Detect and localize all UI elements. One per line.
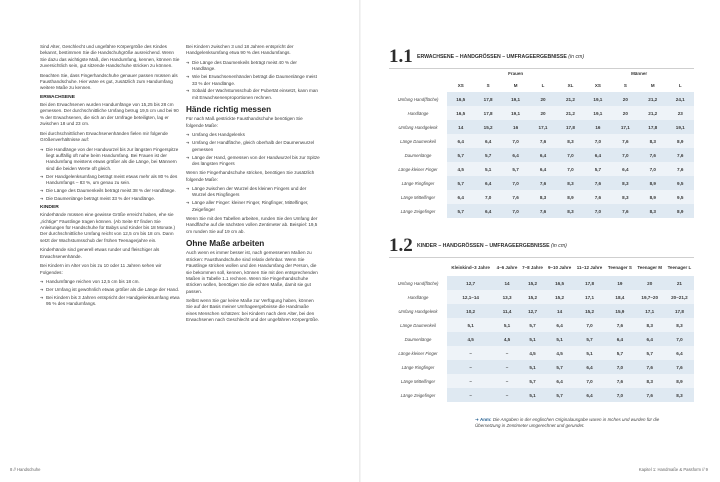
table-cell: 5,1 bbox=[520, 332, 546, 346]
table-cell: 7,0 bbox=[474, 190, 501, 204]
table-cell: 13,3 bbox=[494, 290, 520, 304]
table-cell: 6,4 bbox=[545, 318, 574, 332]
measure-list-2 bbox=[186, 186, 320, 213]
table-title-text: ERWACHSENE – HANDGRÖSSEN – UMFRAGEERGEBNISSE bbox=[417, 54, 567, 60]
table-row bbox=[389, 276, 694, 290]
size-header: XS bbox=[594, 82, 601, 88]
table-cell: 5,7 bbox=[545, 388, 574, 402]
table-cell: – bbox=[447, 360, 494, 374]
row-label: Länge Mittelfinger bbox=[389, 190, 447, 204]
table-cell: 4,5 bbox=[545, 346, 574, 360]
row-label-header-empty bbox=[389, 78, 447, 92]
age-header: 7–8 Jahre bbox=[522, 264, 543, 270]
group-header-men: Männer bbox=[631, 71, 648, 76]
table-cell: 7,0 bbox=[574, 374, 605, 388]
table-cell: – bbox=[494, 346, 520, 360]
table-cell: – bbox=[494, 360, 520, 374]
table-cell: 7,0 bbox=[502, 176, 529, 190]
table-cell: 7,6 bbox=[584, 176, 611, 190]
table-cell: 14 bbox=[447, 120, 474, 134]
table-title-text: KINDER – HANDGRÖSSEN – UMFRAGEERGEBNISSE bbox=[417, 243, 550, 249]
row-label: Länge Mittelfinger bbox=[389, 374, 447, 388]
list-item: ➔ Bei Kindern bis 3 Jahren entspricht der Handgelenksumfang etwa 95 % des Handumfangs. bbox=[40, 295, 180, 308]
table-cell: 6,4 bbox=[529, 148, 556, 162]
table-cell: 19,1 bbox=[667, 120, 695, 134]
size-header: M bbox=[513, 82, 518, 88]
table-cell: 12,7 bbox=[447, 276, 494, 290]
table-cell: 5,1 bbox=[474, 162, 501, 176]
table-cell: 19,1 bbox=[502, 106, 529, 120]
table-cell: 6,4 bbox=[474, 176, 501, 190]
table-cell: 12,7 bbox=[520, 304, 546, 318]
list-item: ➔ Die Länge des Daumenkeils beträgt meist 38 % der Handlänge. bbox=[40, 188, 180, 194]
row-label: Länge Daumenkeil bbox=[389, 134, 447, 148]
arrow-right-icon: ➜ bbox=[475, 417, 479, 422]
table-cell: 7,0 bbox=[605, 388, 634, 402]
table-row bbox=[389, 148, 694, 162]
table-cell: 7,6 bbox=[635, 360, 665, 374]
size-header: XS bbox=[457, 82, 464, 88]
row-label: Umfang Handgelenk bbox=[389, 120, 447, 134]
list-item: ➔ Wie bei Erwachsenenhänden beträgt die Daumenlänge meist 33 % der Handlänge. bbox=[186, 74, 320, 87]
table-title bbox=[417, 243, 567, 249]
table-cell: 9,5 bbox=[667, 176, 695, 190]
table-cell: 4,5 bbox=[494, 332, 520, 346]
row-label: Länge kleiner Finger bbox=[389, 346, 447, 360]
table-row bbox=[389, 374, 694, 388]
table-cell: 5,7 bbox=[635, 346, 665, 360]
age-header: Teenager S bbox=[607, 264, 632, 270]
table-cell: 8,3 bbox=[557, 204, 584, 218]
table-cell: 8,3 bbox=[639, 134, 666, 148]
age-header: Teenager L bbox=[667, 264, 692, 270]
measure-list-1 bbox=[186, 132, 320, 167]
table-cell: 14 bbox=[494, 276, 520, 290]
heading-work-without-measures: Ohne Maße arbeiten bbox=[186, 239, 265, 249]
table-cell: 17,1 bbox=[612, 120, 639, 134]
table-cell: 8,9 bbox=[639, 190, 666, 204]
table-row bbox=[389, 318, 694, 332]
group-header-women: Frauen bbox=[508, 71, 524, 76]
table-number: 1.1 bbox=[389, 46, 413, 67]
left-page-footer: 8 // Handschuhe bbox=[10, 467, 41, 472]
table-cell: 16 bbox=[502, 120, 529, 134]
list-item: ➔ Die Daumenlänge beträgt meist 33 % der Handlänge. bbox=[40, 196, 180, 202]
table-cell: 6,4 bbox=[605, 332, 634, 346]
row-label: Daumenlänge bbox=[389, 148, 447, 162]
table-title-unit: (in cm) bbox=[568, 54, 585, 60]
table-cell: 7,0 bbox=[502, 204, 529, 218]
size-header: L bbox=[678, 82, 682, 88]
table-cell: 6,4 bbox=[574, 388, 605, 402]
table-cell: 5,1 bbox=[494, 318, 520, 332]
table-cell: 15,2 bbox=[520, 290, 546, 304]
table-cell: 6,4 bbox=[502, 148, 529, 162]
table-row bbox=[389, 176, 694, 190]
table-cell: 5,7 bbox=[447, 148, 474, 162]
table-cell: 8,3 bbox=[557, 134, 584, 148]
table-cell: 21,2 bbox=[557, 106, 584, 120]
row-label: Handlänge bbox=[389, 290, 447, 304]
table-cell: 17,8 bbox=[639, 120, 666, 134]
table-row bbox=[389, 134, 694, 148]
table-cell: 17,8 bbox=[557, 120, 584, 134]
table-adults-header bbox=[389, 46, 694, 69]
children-paragraph-1: Kinderhände müssen eine gewisse Größe erreicht haben, ehe sie „richtige" Fäustlinge tragen können. (Ab Seite 67 finden Sie Anleitungen für Handschuhe für Babys und Kinder bis 18 Monate.) Der durchschnittliche Umfang reicht von 12,5 cm bis 18 cm. Dann setzt der Wachstumsschub der frühen Teenagerjahre ein. bbox=[40, 212, 176, 243]
table-cell: 8,3 bbox=[665, 318, 694, 332]
table-cell: 7,6 bbox=[605, 318, 634, 332]
table-cell: 6,4 bbox=[584, 148, 611, 162]
table-row bbox=[389, 120, 694, 134]
table-cell: 8,9 bbox=[557, 190, 584, 204]
table-cell: 4,5 bbox=[447, 162, 474, 176]
age-header: Teenager M bbox=[637, 264, 663, 270]
row-label: Umfang Handgelenk bbox=[389, 304, 447, 318]
table-cell: 8,9 bbox=[667, 134, 695, 148]
table-cell: 7,6 bbox=[584, 190, 611, 204]
table-cell: 19,1 bbox=[502, 92, 529, 106]
row-label: Länge Ringfinger bbox=[389, 360, 447, 374]
row-label: Handlänge bbox=[389, 106, 447, 120]
measure-paragraph-1: Für nach Maß gestrickte Fausthandschuhe benötigen Sie folgende Maße: bbox=[186, 116, 303, 128]
size-header: L bbox=[541, 82, 545, 88]
table-cell: 6,4 bbox=[612, 162, 639, 176]
measure-paragraph-2: Wenn Sie Fingerhandschuhe stricken, benötigen Sie zusätzlich folgende Maße: bbox=[186, 170, 315, 182]
list-item: ➔ Der Handgelenksumfang beträgt meist etwas mehr als 80 % des Handumfangs – 83 %, um genau zu sein. bbox=[40, 174, 180, 187]
table-cell: 15,2 bbox=[520, 276, 546, 290]
table-cell: 18,4 bbox=[605, 290, 634, 304]
work-paragraph-2: Selbst wenn Sie gar keine Maße zur Verfügung haben, können Sie auf der Basis meiner Umfrageergebnisse die Handmaße eines Menschen schätzen: bei Kindern nach dem Alter, bei den Erwachsenen nach Geschlecht und der ungefähren Körpergröße. bbox=[186, 298, 320, 323]
table-cell: 8,3 bbox=[639, 204, 666, 218]
table-cell: 8,3 bbox=[529, 190, 556, 204]
table-cell: 15,2 bbox=[474, 120, 501, 134]
table-cell: 8,3 bbox=[612, 176, 639, 190]
table-row bbox=[389, 304, 694, 318]
table-cell: 5,1 bbox=[520, 388, 546, 402]
table-cell: 23 bbox=[667, 106, 695, 120]
table-cell: – bbox=[494, 388, 520, 402]
left-column-1 bbox=[40, 44, 180, 311]
table-cell: 14 bbox=[545, 304, 574, 318]
list-item: ➔ Sobald der Wachstumsschub der Pubertät einsetzt, kann man mit Erwachsenenproportionen rechnen. bbox=[186, 88, 320, 101]
age-header: 11–12 Jahre bbox=[576, 264, 603, 270]
table-cell: 7,6 bbox=[612, 204, 639, 218]
table-cell: 16,5 bbox=[447, 92, 474, 106]
list-item: ➔ Umfang der Handfläche, gleich oberhalb der Daumenwurzel gemessen bbox=[186, 140, 320, 153]
table-cell: 20 bbox=[529, 92, 556, 106]
table-row bbox=[389, 388, 694, 402]
table-cell: 17,8 bbox=[474, 92, 501, 106]
adults-list bbox=[40, 147, 180, 203]
table-cell: 7,0 bbox=[584, 204, 611, 218]
table-cell: 5,7 bbox=[502, 162, 529, 176]
table-cell: 10,2 bbox=[447, 304, 494, 318]
row-label: Länge Daumenkeil bbox=[389, 318, 447, 332]
table-cell: – bbox=[447, 374, 494, 388]
table-note bbox=[475, 417, 665, 430]
table-cell: 21,2 bbox=[639, 106, 666, 120]
table-cell: 6,4 bbox=[474, 204, 501, 218]
measure-paragraph-3: Wenn Sie mit den Tabellen arbeiten, runden Sie den Umfang der Handfläche auf die nächsten vollen Zentimeter ab. Beispiel: 19,5 cm runden Sie auf 19 cm ab. bbox=[186, 216, 318, 234]
left-column-2 bbox=[186, 44, 320, 327]
age-header: Kleinkind–3 Jahre bbox=[451, 264, 490, 270]
table-cell: 6,4 bbox=[545, 374, 574, 388]
table-adults-grid bbox=[389, 69, 694, 218]
list-item: ➔ Umfang des Handgelenks bbox=[186, 132, 320, 138]
list-item: ➔ Die Länge des Daumenkeils beträgt meist 40 % der Handlänge. bbox=[186, 60, 320, 73]
table-cell: 6,4 bbox=[635, 332, 665, 346]
table-cell: 7,0 bbox=[584, 134, 611, 148]
table-cell: 4,5 bbox=[447, 332, 494, 346]
row-label: Umfang Hand(fläche) bbox=[389, 276, 447, 290]
col2-list-1 bbox=[186, 60, 320, 101]
table-cell: 11,4 bbox=[494, 304, 520, 318]
table-cell: 8,3 bbox=[635, 318, 665, 332]
table-title-unit: (in cm) bbox=[551, 243, 567, 249]
table-row bbox=[389, 162, 694, 176]
table-cell: 19,1 bbox=[584, 106, 611, 120]
table-children-header bbox=[389, 235, 694, 258]
list-item: ➔ Die Handlänge von der Handwurzel bis zur längsten Fingerspitze liegt auffällig oft nahe beim Handumfang. Bei Frauen ist der Handumfang meistens etwas größer als die Länge, bei Männern sind die beiden Werte oft gleich. bbox=[40, 147, 180, 172]
table-row bbox=[389, 190, 694, 204]
table-cell: 17,8 bbox=[665, 304, 694, 318]
table-cell: 7,6 bbox=[639, 148, 666, 162]
table-cell: – bbox=[447, 346, 494, 360]
table-cell: 9,5 bbox=[667, 190, 695, 204]
work-paragraph-1: Auch wenn es immer besser ist, nach gemessenen Maßen zu stricken: Fausthandschuhe sind relativ dehnbar. Wenn Sie Fäustlinge stricken wollen und den Handumfang der Person, die sie bekommen soll, kennen, können Sie mit den entsprechenden Maßen in Tabelle 1.1 rechnen. Wenn Sie Fingerhandschuhe stricken wollen, benötigen Sie die echten Maße, damit sie gut passen. bbox=[186, 250, 318, 294]
adults-paragraph-1: Bei den Erwachsenen wurden Handumfänge von 15,25 bis 28 cm gemessen. Der durchschnittliche Umfang betrug 19,5 cm und bei 90 % der Erwachsenen, die sich an der Umfrage beteiligten, lag er zwischen 18 und 23 cm. bbox=[40, 102, 179, 127]
table-cell: 7,6 bbox=[529, 204, 556, 218]
table-cell: 6,4 bbox=[447, 190, 474, 204]
row-label: Umfang Hand(fläche) bbox=[389, 92, 447, 106]
table-cell: 5,7 bbox=[545, 360, 574, 374]
table-row bbox=[389, 204, 694, 218]
table-cell: 8,3 bbox=[665, 388, 694, 402]
table-title bbox=[417, 54, 584, 60]
table-cell: 12,1–14 bbox=[447, 290, 494, 304]
table-cell: 5,7 bbox=[447, 204, 474, 218]
table-cell: 7,0 bbox=[557, 148, 584, 162]
table-cell: 15,2 bbox=[545, 290, 574, 304]
table-row bbox=[389, 332, 694, 346]
table-cell: 19 bbox=[605, 276, 634, 290]
right-page-footer: Kapitel 1: Handmaße & Passform // 9 bbox=[638, 467, 708, 472]
row-label: Länge Ringfinger bbox=[389, 176, 447, 190]
table-cell: 21 bbox=[665, 276, 694, 290]
list-item: ➔ Länge der Hand, gemessen von der Handwurzel bis zur Spitze des längsten Fingers bbox=[186, 155, 320, 168]
table-cell: 20 bbox=[612, 92, 639, 106]
table-cell: 5,7 bbox=[520, 374, 546, 388]
table-cell: 7,6 bbox=[612, 134, 639, 148]
table-cell: 7,0 bbox=[557, 162, 584, 176]
table-cell: 24,1 bbox=[667, 92, 695, 106]
table-cell: 6,4 bbox=[529, 162, 556, 176]
table-cell: 17,1 bbox=[574, 290, 605, 304]
table-cell: 20 bbox=[612, 106, 639, 120]
row-label: Daumenlänge bbox=[389, 332, 447, 346]
table-cell: 17,1 bbox=[635, 304, 665, 318]
children-paragraph-2: Kinderhände sind generell etwas runder und fleischiger als Erwachsenenhände. bbox=[40, 247, 160, 259]
page-gutter bbox=[359, 0, 361, 482]
table-cell: 5,7 bbox=[605, 346, 634, 360]
row-label: Länge kleiner Finger bbox=[389, 162, 447, 176]
table-cell: 8,3 bbox=[635, 374, 665, 388]
table-row bbox=[389, 360, 694, 374]
size-header: S bbox=[623, 82, 627, 88]
intro-paragraph-1: Sind Alter, Geschlecht und ungefähre Körpergröße des Kindes bekannt, bestimmen Sie die Handschuhgröße ausreichend. Wenn Sie dazu das wichtigste Maß, den Handumfang, kennen, können Sie zuversichtlich sein, gut sitzende Handschuhe stricken zu können. bbox=[40, 44, 180, 69]
table-cell: 7,6 bbox=[665, 360, 694, 374]
children-list bbox=[40, 279, 180, 308]
table-cell: 5,7 bbox=[574, 332, 605, 346]
table-cell: 6,4 bbox=[574, 360, 605, 374]
table-row bbox=[389, 92, 694, 106]
table-cell: 20 bbox=[635, 276, 665, 290]
adults-paragraph-2: Bei durchschnittlichen Erwachsenenhänden fielen mir folgende Größenverhältnisse auf: bbox=[40, 130, 168, 143]
table-cell: 7,6 bbox=[529, 176, 556, 190]
list-item: ➔ Handumfänge reichen von 12,5 cm bis 18 cm. bbox=[40, 279, 180, 285]
table-cell: 7,6 bbox=[605, 374, 634, 388]
intro-paragraph-2: Beachten Sie, dass Fingerhandschuhe genauer passen müssen als Fausthandschuhe. Hier wäre es gut, zusätzlich zum Handumfang weitere Maße zu kennen. bbox=[40, 72, 178, 91]
list-item: ➔ Länge aller Finger: kleiner Finger, Ringfinger, Mittelfinger, Zeigefinger bbox=[186, 200, 320, 213]
table-cell: 7,0 bbox=[574, 318, 605, 332]
table-cell: 16 bbox=[584, 120, 611, 134]
age-header: 9–10 Jahre bbox=[547, 264, 572, 270]
row-label: Länge Zeigefinger bbox=[389, 388, 447, 402]
list-item: ➔ Der Umfang ist gewöhnlich etwas größer als die Länge der Hand. bbox=[40, 287, 180, 293]
table-cell: 7,6 bbox=[667, 162, 695, 176]
children-paragraph-3: Bei Kindern im Alter von bis zu 10 oder 11 Jahren sehen wir Folgendes: bbox=[40, 263, 162, 275]
row-label: Länge Zeigefinger bbox=[389, 204, 447, 218]
table-cell: 7,0 bbox=[502, 134, 529, 148]
note-text: Die Angaben in der englischen Originalausgabe waren in Inches und wurden für die Übersetzung in Zentimeter umgerechnet und gerundet. bbox=[475, 417, 660, 429]
table-row bbox=[389, 346, 694, 360]
table-children-grid bbox=[389, 258, 694, 402]
size-header: S bbox=[486, 82, 490, 88]
table-cell: 5,7 bbox=[584, 162, 611, 176]
table-cell: 15,9 bbox=[605, 304, 634, 318]
note-label: Anm: bbox=[480, 417, 492, 422]
table-cell: – bbox=[494, 374, 520, 388]
table-cell: 19,7–20 bbox=[635, 290, 665, 304]
table-cell: 6,4 bbox=[665, 346, 694, 360]
list-item: ➔ Länge zwischen der Wurzel des kleinen Fingers und der Wurzel des Ringfingers bbox=[186, 186, 320, 199]
row-label-header-empty bbox=[389, 258, 447, 276]
table-cell: 5,1 bbox=[574, 346, 605, 360]
table-cell: 17,8 bbox=[474, 106, 501, 120]
age-header: 4–6 Jahre bbox=[496, 264, 518, 270]
table-cell: 5,7 bbox=[474, 148, 501, 162]
table-cell: 7,6 bbox=[529, 134, 556, 148]
table-cell: 5,1 bbox=[447, 318, 494, 332]
table-cell: 7,6 bbox=[635, 388, 665, 402]
table-cell: 7,0 bbox=[639, 162, 666, 176]
table-cell: 8,9 bbox=[639, 176, 666, 190]
table-cell: 19,1 bbox=[584, 92, 611, 106]
section-heading-adults: ERWACHSENE bbox=[40, 94, 75, 100]
table-cell: 7,0 bbox=[665, 332, 694, 346]
table-cell: 20 bbox=[529, 106, 556, 120]
table-row bbox=[389, 290, 694, 304]
table-cell: 21,2 bbox=[639, 92, 666, 106]
table-children bbox=[389, 235, 694, 402]
table-cell: 5,1 bbox=[520, 360, 546, 374]
size-header: M bbox=[650, 82, 655, 88]
table-cell: 17,8 bbox=[574, 276, 605, 290]
table-adults bbox=[389, 46, 694, 218]
table-cell: 5,1 bbox=[545, 332, 574, 346]
table-cell: 7,0 bbox=[612, 148, 639, 162]
table-cell: 20–21,2 bbox=[665, 290, 694, 304]
table-cell: 7,6 bbox=[502, 190, 529, 204]
heading-measure-hands: Hände richtig messen bbox=[186, 105, 272, 115]
table-cell: 21,2 bbox=[557, 92, 584, 106]
table-cell: 4,5 bbox=[520, 346, 546, 360]
size-header: XL bbox=[567, 82, 574, 88]
table-cell: 8,3 bbox=[612, 190, 639, 204]
table-cell: 8,3 bbox=[557, 176, 584, 190]
table-cell: 17,1 bbox=[529, 120, 556, 134]
table-cell: 8,9 bbox=[665, 374, 694, 388]
table-cell: 15,2 bbox=[574, 304, 605, 318]
table-cell: 5,7 bbox=[447, 176, 474, 190]
table-number: 1.2 bbox=[389, 235, 413, 256]
table-cell: 7,0 bbox=[605, 360, 634, 374]
table-cell: 5,7 bbox=[520, 318, 546, 332]
table-cell: 6,4 bbox=[474, 134, 501, 148]
table-row bbox=[389, 106, 694, 120]
table-cell: – bbox=[447, 388, 494, 402]
col2-paragraph-1: Bei Kindern zwischen 3 und 18 Jahren entspricht der Handgelenksumfang etwa 90 % des Handumfangs. bbox=[186, 44, 294, 56]
section-heading-children: KINDER bbox=[40, 205, 59, 211]
table-cell: 16,5 bbox=[447, 106, 474, 120]
table-cell: 8,9 bbox=[667, 204, 695, 218]
table-cell: 16,5 bbox=[545, 276, 574, 290]
table-cell: 6,4 bbox=[447, 134, 474, 148]
table-cell: 7,6 bbox=[667, 148, 695, 162]
